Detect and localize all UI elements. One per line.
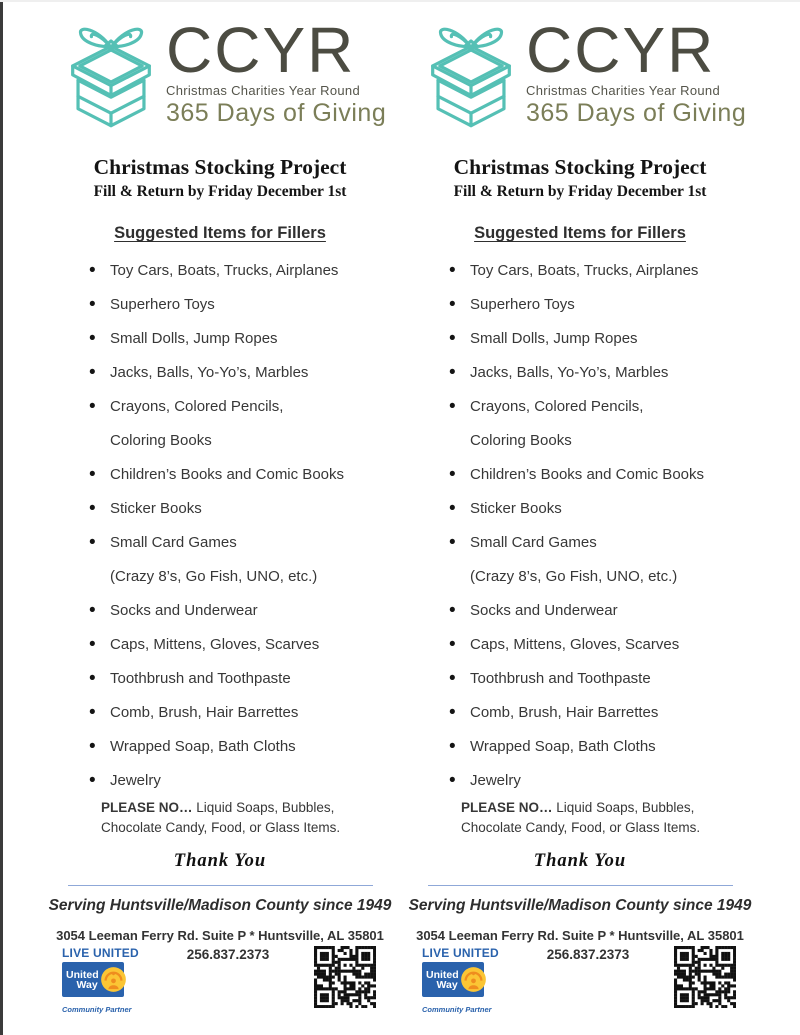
list-item-line: • Comb, Brush, Hair Barrettes bbox=[110, 704, 299, 721]
note-line-2: Chocolate Candy, Food, or Glass Items. bbox=[101, 820, 341, 835]
note-line-2: Chocolate Candy, Food, or Glass Items. bbox=[461, 820, 701, 835]
list-item-line: • Small Dolls, Jump Ropes bbox=[470, 330, 638, 347]
list-item bbox=[400, 254, 760, 288]
suggested-items-list bbox=[400, 254, 760, 798]
list-item-line: • Sticker Books bbox=[470, 500, 562, 517]
list-item bbox=[400, 492, 760, 526]
list-item-line: • Children’s Books and Comic Books bbox=[470, 466, 705, 483]
list-item bbox=[40, 628, 400, 662]
list-item-line: • Small Card Games bbox=[110, 534, 237, 551]
list-item bbox=[400, 356, 760, 390]
page-edge bbox=[0, 2, 3, 1035]
return-deadline: Fill & Return by Friday December 1st bbox=[93, 183, 347, 200]
list-item bbox=[40, 526, 400, 594]
list-item-line: Coloring Books bbox=[470, 432, 572, 449]
list-item-line: • Superhero Toys bbox=[470, 296, 575, 313]
list-item-line: Coloring Books bbox=[110, 432, 212, 449]
united-way-united: United bbox=[426, 968, 459, 981]
suggested-items-list bbox=[40, 254, 400, 798]
list-item-line: • Toothbrush and Toothpaste bbox=[110, 670, 291, 687]
list-item bbox=[400, 730, 760, 764]
list-item-line: • Jacks, Balls, Yo-Yo’s, Marbles bbox=[110, 364, 309, 381]
divider-line bbox=[428, 885, 733, 886]
list-item-line: (Crazy 8’s, Go Fish, UNO, etc.) bbox=[470, 568, 678, 585]
list-item bbox=[400, 322, 760, 356]
united-way-box bbox=[422, 962, 484, 997]
logo-subtitle: Christmas Charities Year Round bbox=[166, 83, 360, 98]
flyer-column-left bbox=[40, 15, 400, 1033]
list-item-line: • Crayons, Colored Pencils, bbox=[110, 398, 284, 415]
list-item bbox=[40, 322, 400, 356]
list-item bbox=[400, 696, 760, 730]
divider-line bbox=[68, 885, 373, 886]
note-bold: PLEASE NO… bbox=[101, 800, 193, 815]
list-item bbox=[400, 594, 760, 628]
united-way-united: United bbox=[66, 968, 99, 981]
list-item bbox=[400, 288, 760, 322]
please-no-note bbox=[40, 798, 400, 838]
list-item-line: • Wrapped Soap, Bath Cloths bbox=[470, 738, 656, 755]
logo-tagline: 365 Days of Giving bbox=[526, 99, 747, 127]
live-united-text: LIVE UNITED bbox=[422, 946, 499, 960]
list-item-line: • Socks and Underwear bbox=[110, 602, 258, 619]
address-line: 3054 Leeman Ferry Rd. Suite P * Huntsville, AL 35801 bbox=[416, 928, 744, 943]
list-item bbox=[400, 526, 760, 594]
list-item-line: (Crazy 8’s, Go Fish, UNO, etc.) bbox=[110, 568, 318, 585]
phone-number: 256.837.2373 bbox=[546, 947, 630, 962]
list-item bbox=[40, 730, 400, 764]
united-way-person-icon bbox=[460, 966, 487, 993]
list-heading: Suggested Items for Fillers bbox=[114, 224, 326, 242]
list-item bbox=[40, 288, 400, 322]
united-way-logo bbox=[422, 946, 502, 1014]
list-item bbox=[400, 390, 760, 458]
list-item bbox=[40, 492, 400, 526]
united-way-wordmark bbox=[426, 970, 459, 990]
serving-line: Serving Huntsville/Madison County since 1949 bbox=[48, 897, 392, 914]
list-item-line: • Socks and Underwear bbox=[470, 602, 618, 619]
list-item-line: • Toothbrush and Toothpaste bbox=[470, 670, 651, 687]
footer bbox=[40, 946, 400, 1014]
list-item bbox=[40, 458, 400, 492]
list-item bbox=[40, 764, 400, 798]
please-no-note bbox=[400, 798, 760, 838]
return-deadline: Fill & Return by Friday December 1st bbox=[453, 183, 707, 200]
list-item bbox=[400, 628, 760, 662]
united-way-box bbox=[62, 962, 124, 997]
list-item bbox=[400, 662, 760, 696]
list-item bbox=[40, 696, 400, 730]
serving-line: Serving Huntsville/Madison County since 1949 bbox=[408, 897, 752, 914]
list-item bbox=[40, 254, 400, 288]
list-item-line: • Wrapped Soap, Bath Cloths bbox=[110, 738, 296, 755]
community-partner-text: Community Partner bbox=[62, 1005, 132, 1014]
note-line-1 bbox=[101, 798, 400, 818]
united-way-logo bbox=[62, 946, 142, 1014]
list-item-line: • Toy Cars, Boats, Trucks, Airplanes bbox=[110, 262, 339, 279]
list-item-line: • Children’s Books and Comic Books bbox=[110, 466, 345, 483]
list-item bbox=[40, 594, 400, 628]
note-text-1: Liquid Soaps, Bubbles, bbox=[196, 800, 335, 815]
footer bbox=[400, 946, 760, 1014]
ccyr-logo bbox=[400, 15, 760, 139]
united-way-way: Way bbox=[76, 978, 98, 991]
list-item bbox=[40, 390, 400, 458]
list-item-line: • Comb, Brush, Hair Barrettes bbox=[470, 704, 659, 721]
list-item-line: • Small Card Games bbox=[470, 534, 597, 551]
list-item bbox=[400, 458, 760, 492]
list-item-line: • Toy Cars, Boats, Trucks, Airplanes bbox=[470, 262, 699, 279]
united-way-person-icon bbox=[100, 966, 127, 993]
gift-icon bbox=[62, 19, 160, 129]
thank-you: Thank You bbox=[173, 851, 267, 871]
logo-subtitle: Christmas Charities Year Round bbox=[526, 83, 720, 98]
list-item-line: • Caps, Mittens, Gloves, Scarves bbox=[110, 636, 320, 653]
list-item-line: • Jewelry bbox=[470, 772, 521, 789]
flyer-title: Christmas Stocking Project bbox=[453, 155, 707, 179]
qr-code bbox=[674, 946, 736, 1008]
community-partner-text: Community Partner bbox=[422, 1005, 492, 1014]
united-way-wordmark bbox=[66, 970, 99, 990]
phone-number: 256.837.2373 bbox=[186, 947, 270, 962]
address-line: 3054 Leeman Ferry Rd. Suite P * Huntsville, AL 35801 bbox=[56, 928, 384, 943]
live-united-text: LIVE UNITED bbox=[62, 946, 139, 960]
gift-icon bbox=[422, 19, 520, 129]
thank-you: Thank You bbox=[533, 851, 627, 871]
list-item-line: • Crayons, Colored Pencils, bbox=[470, 398, 644, 415]
list-item-line: • Jacks, Balls, Yo-Yo’s, Marbles bbox=[470, 364, 669, 381]
list-heading: Suggested Items for Fillers bbox=[474, 224, 686, 242]
logo-tagline: 365 Days of Giving bbox=[166, 99, 387, 127]
united-way-way: Way bbox=[436, 978, 458, 991]
flyer-column-right bbox=[400, 15, 760, 1033]
list-item-line: • Jewelry bbox=[110, 772, 161, 789]
list-item-line: • Sticker Books bbox=[110, 500, 202, 517]
list-item bbox=[40, 662, 400, 696]
logo-acronym: CCYR bbox=[526, 14, 716, 86]
logo-text bbox=[526, 14, 747, 128]
list-item-line: • Caps, Mittens, Gloves, Scarves bbox=[470, 636, 680, 653]
list-item-line: • Superhero Toys bbox=[110, 296, 215, 313]
ccyr-logo bbox=[40, 15, 400, 139]
note-line-1 bbox=[461, 798, 760, 818]
list-item-line: • Small Dolls, Jump Ropes bbox=[110, 330, 278, 347]
qr-code bbox=[314, 946, 376, 1008]
logo-text bbox=[166, 14, 387, 128]
note-bold: PLEASE NO… bbox=[461, 800, 553, 815]
list-item bbox=[400, 764, 760, 798]
flyer-title: Christmas Stocking Project bbox=[93, 155, 347, 179]
logo-acronym: CCYR bbox=[166, 14, 356, 86]
note-text-1: Liquid Soaps, Bubbles, bbox=[556, 800, 695, 815]
list-item bbox=[40, 356, 400, 390]
